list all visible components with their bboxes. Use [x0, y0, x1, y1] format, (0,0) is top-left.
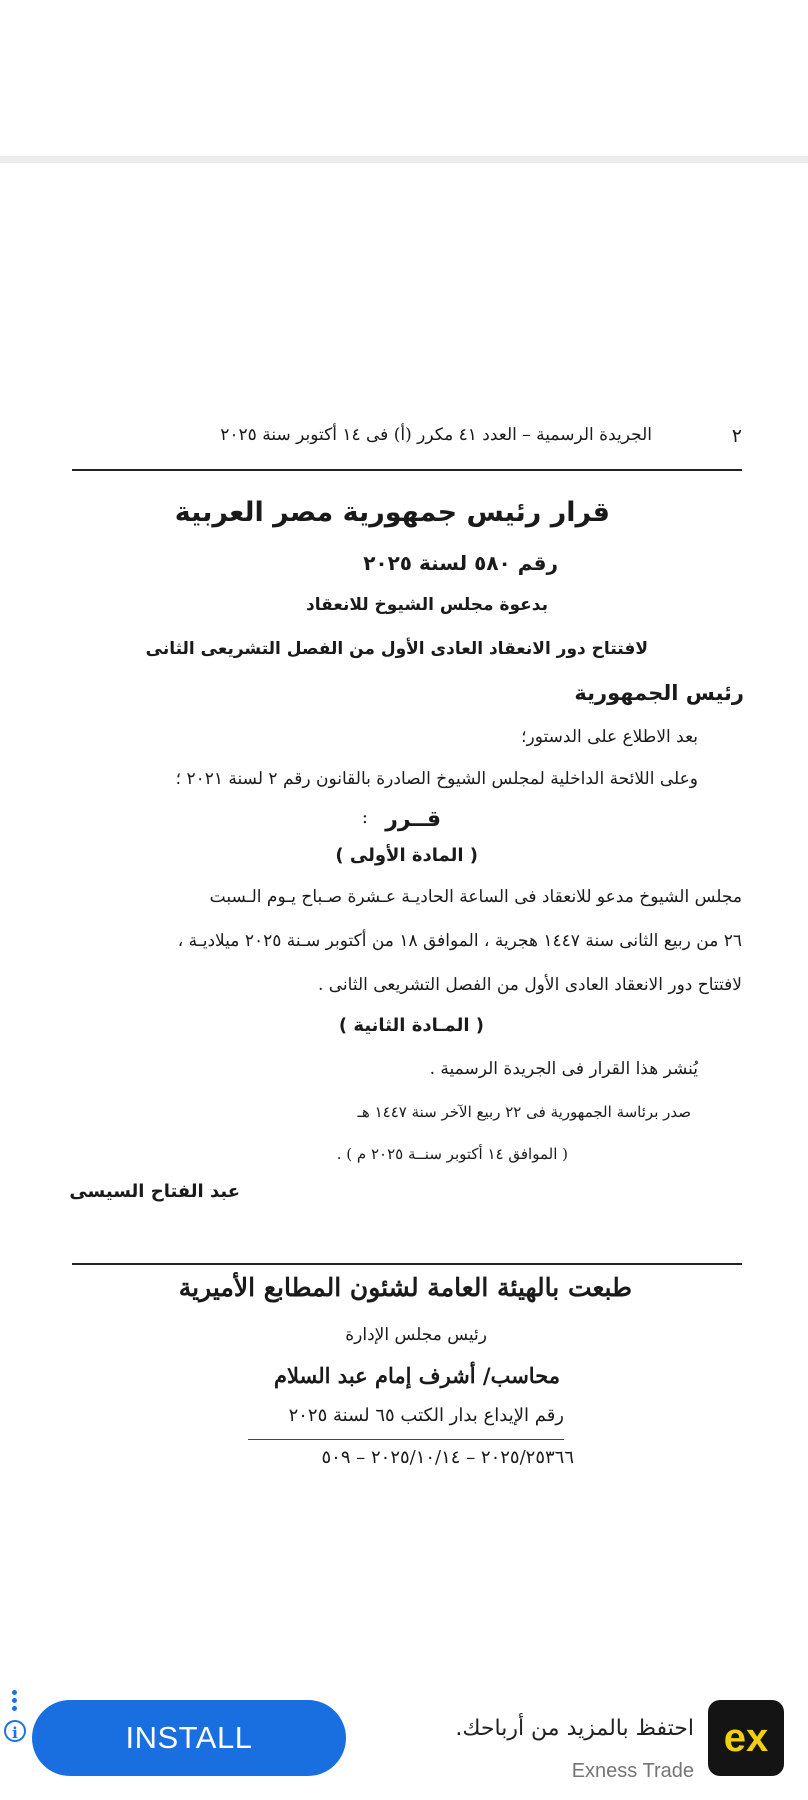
decided-colon: : — [361, 807, 368, 828]
gazette-page — [0, 163, 808, 1667]
footer-rule — [72, 1263, 742, 1265]
ad-headline[interactable]: احتفظ بالمزيد من أرباحك. — [455, 1716, 694, 1741]
decree-number: رقم ٥٨٠ لسنة ٢٠٢٥ — [363, 551, 558, 575]
ad-brand-name[interactable]: Exness Trade — [571, 1760, 694, 1782]
exness-logo[interactable]: ex — [708, 1700, 784, 1776]
ad-options-icon[interactable] — [10, 1690, 20, 1716]
decided-label: قــرر — [385, 807, 441, 832]
top-divider — [0, 156, 808, 163]
preamble-bylaws: وعلى اللائحة الداخلية لمجلس الشيوخ الصادرة بالقانون رقم ٢ لسنة ٢٠٢١ ؛ — [175, 769, 698, 789]
page-number: ٢ — [731, 425, 742, 447]
article-1-line-1: مجلس الشيوخ مدعو للانعقاد فى الساعة الحاديـة عـشرة صـباح يـوم الـسبت — [209, 887, 742, 907]
ad-info-icon[interactable]: i — [4, 1720, 26, 1742]
gazette-header: الجريدة الرسمية – العدد ٤١ مكرر (أ) فى ١٤ أكتوبر سنة ٢٠٢٥ — [220, 425, 652, 445]
signature-name: عبد الفتاح السيسى — [69, 1181, 240, 1202]
install-button[interactable]: INSTALL — [32, 1700, 346, 1776]
subject-line-2: لافتتاح دور الانعقاد العادى الأول من الفصل التشريعى الثانى — [145, 639, 648, 659]
printer-name: طبعت بالهيئة العامة لشئون المطابع الأميرية — [178, 1273, 632, 1302]
decree-title: قرار رئيس جمهورية مصر العربية — [174, 497, 610, 528]
article-2-text: يُنشر هذا القرار فى الجريدة الرسمية . — [429, 1059, 698, 1079]
deposit-number: رقم الإيداع بدار الكتب ٦٥ لسنة ٢٠٢٥ — [288, 1405, 564, 1426]
president-label: رئيس الجمهورية — [574, 681, 744, 705]
serial-number: ٢٠٢٥/٢٥٣٦٦ – ٢٠٢٥/١٠/١٤ – ٥٠٩ — [321, 1447, 574, 1468]
issued-line: صدر برئاسة الجمهورية فى ٢٢ ربيع الآخر سنة ١٤٤٧ هـ — [357, 1103, 691, 1121]
article-2-title: ( المـادة الثانية ) — [338, 1015, 484, 1036]
issued-date: ( الموافق ١٤ أكتوبر سنــة ٢٠٢٥ م ) . — [336, 1145, 568, 1163]
article-1-title: ( المادة الأولى ) — [335, 845, 478, 866]
top-blank-area — [0, 0, 808, 160]
header-rule — [72, 469, 742, 471]
board-chair-name: محاسب/ أشرف إمام عبد السلام — [274, 1363, 560, 1388]
preamble-constitution: بعد الاطلاع على الدستور؛ — [521, 727, 698, 747]
ad-banner[interactable] — [0, 1668, 808, 1800]
article-1-line-2: ٢٦ من ربيع الثانى سنة ١٤٤٧ هجرية ، الموافق ١٨ من أكتوبر سـنة ٢٠٢٥ ميلاديـة ، — [177, 931, 742, 951]
deposit-rule — [248, 1439, 564, 1440]
article-1-line-3: لافتتاح دور الانعقاد العادى الأول من الفصل التشريعى الثانى . — [317, 975, 742, 995]
subject-line-1: بدعوة مجلس الشيوخ للانعقاد — [306, 595, 548, 615]
board-chair-label: رئيس مجلس الإدارة — [345, 1325, 487, 1345]
